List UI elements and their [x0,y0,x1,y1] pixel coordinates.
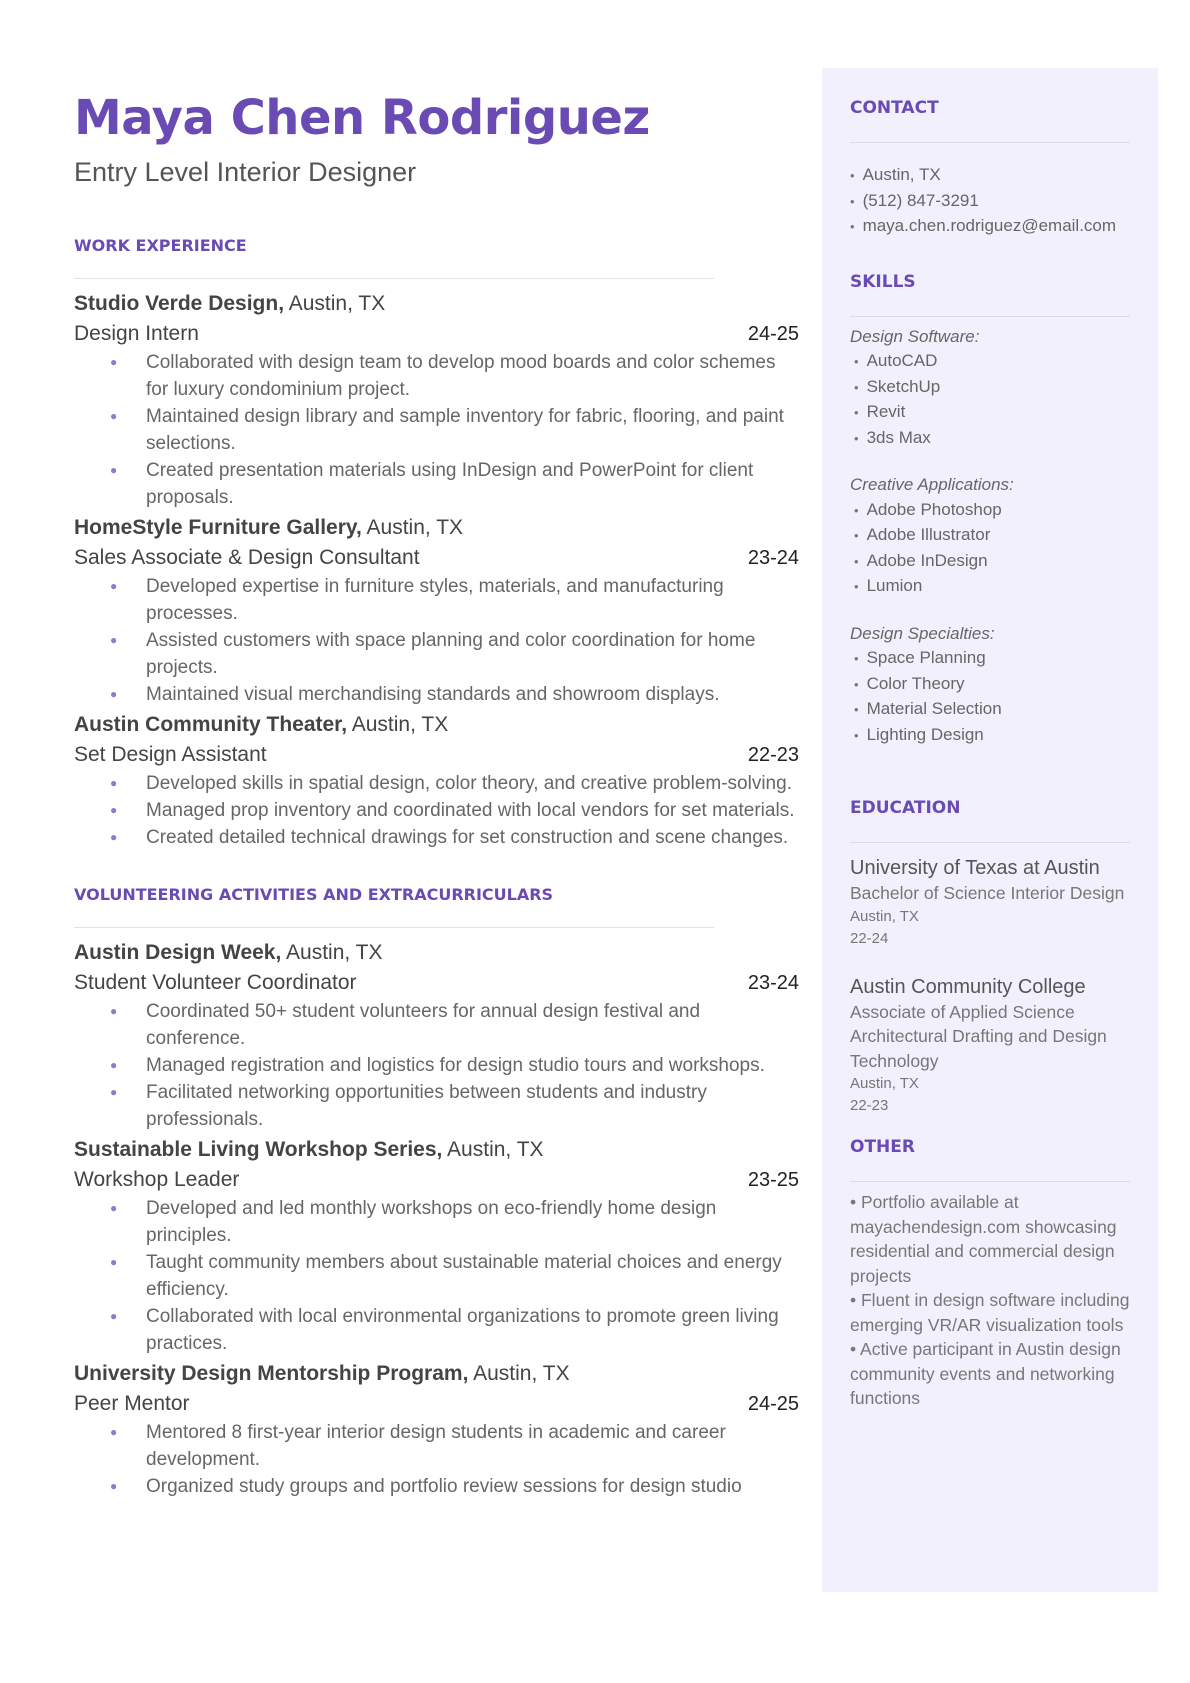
skill-name: Material Selection [866,699,1002,718]
responsibility-list [74,349,799,511]
school-name: University of Texas at Austin [850,857,1100,879]
bullet-dot: • [854,430,859,446]
organization-location: Austin, TX [442,1137,544,1161]
contact-item [850,189,1130,215]
responsibility-list [74,573,799,708]
bullet-dot: • [854,727,859,743]
sidebar-divider [850,1181,1130,1182]
organization-name: Studio Verde Design, [74,291,285,315]
skill-name: SketchUp [866,376,941,396]
skill-item [850,723,1130,749]
organization-location: Austin, TX [347,712,449,736]
bullet-dot: • [854,354,859,369]
job-title: Entry Level Interior Designer [74,156,417,187]
skills-heading: SKILLS [850,271,916,292]
entry-role-line [74,543,799,573]
bullet-dot: • [854,528,859,543]
entry-role-line [74,1389,799,1419]
responsibility-item: ● Mentored 8 first-year interior design students in academic and career development. [146,1419,799,1473]
other-item: • Fluent in design software including emerging VR/AR visualization tools [850,1290,1130,1335]
contact-value: Austin, TX [862,165,941,184]
responsibility-item: ● Collaborated with design team to develop mood boards and color schemes for luxury condominium project. [146,349,799,403]
organization-name: University Design Mentorship Program, [74,1361,469,1385]
experience-entry [74,710,799,851]
responsibility-item: ● Facilitated networking opportunities between students and industry professionals. [146,1079,799,1133]
responsibility-item: ● Created presentation materials using InDesign and PowerPoint for client proposals. [146,457,799,511]
education-heading: EDUCATION [850,798,961,818]
role-dates: 22-23 [747,743,799,766]
skill-item [850,498,1130,524]
section-divider [74,927,714,928]
role-dates: 23-24 [747,971,799,994]
entry-role-line [74,740,799,770]
responsibility-item: ● Developed and led monthly workshops on eco-friendly home design principles. [146,1195,799,1249]
entry-organization [74,938,799,968]
education-item [850,974,1130,1118]
organization-location: Austin, TX [361,515,464,539]
volunteer-entries [74,938,799,1500]
role-title: Peer Mentor [74,1391,190,1415]
bullet-dot: • [854,379,859,395]
sidebar-divider [850,842,1130,843]
skill-item [850,646,1130,672]
responsibility-item: ● Developed skills in spatial design, color theory, and creative problem-solving. [146,770,799,797]
responsibility-item: ● Managed registration and logistics for design studio tours and workshops. [146,1052,799,1079]
skill-group [850,473,1130,600]
bullet-dot: • [854,702,859,717]
skill-name: Lumion [866,576,923,595]
role-dates: 24-25 [747,1392,799,1415]
skill-list [850,646,1130,748]
skill-item [850,549,1130,575]
responsibility-item: ● Assisted customers with space planning and color coordination for home projects. [146,627,799,681]
skill-group [850,622,1130,749]
sidebar [822,68,1158,1592]
experience-entry [74,289,799,511]
entry-organization [74,710,799,740]
education-dates: 22-23 [850,1097,889,1114]
education-location: Austin, TX [850,1075,919,1092]
skill-name: Color Theory [866,673,965,693]
volunteering-heading: VOLUNTEERING ACTIVITIES AND EXTRACURRICULARS [74,884,554,904]
role-title: Workshop Leader [74,1167,240,1191]
skill-name: Space Planning [866,648,986,667]
section-divider [74,278,714,279]
candidate-name: Maya Chen Rodriguez [74,90,650,146]
sidebar-divider [850,142,1130,143]
contact-heading: CONTACT [850,98,939,118]
other-item: • Portfolio available at mayachendesign.com showcasing residential and commercial design projects [850,1192,1117,1286]
responsibility-list [74,1419,799,1500]
responsibility-item: ● Managed prop inventory and coordinated with local vendors for set materials. [146,797,799,824]
skill-category: Design Specialties: [850,623,995,643]
responsibility-item: ● Maintained visual merchandising standards and showroom displays. [146,681,799,708]
skill-item [850,400,1130,426]
sidebar-divider [850,316,1130,317]
work-experience-heading: WORK EXPERIENCE [74,235,247,255]
skill-item [850,523,1130,549]
organization-location: Austin, TX [281,940,383,964]
organization-location: Austin, TX [284,291,386,315]
skill-item [850,697,1130,723]
bullet-dot: • [854,405,859,420]
work-entries [74,289,799,851]
skill-name: Adobe Photoshop [866,499,1002,519]
experience-entry [74,513,799,708]
role-title: Set Design Assistant [74,742,267,766]
skill-name: Lighting Design [866,724,984,744]
bullet-dot: • [850,193,855,209]
responsibility-item: ● Organized study groups and portfolio review sessions for design studio [146,1473,799,1500]
skill-name: 3ds Max [866,427,931,447]
bullet-dot: • [854,579,859,594]
responsibility-item: ● Coordinated 50+ student volunteers for annual design festival and conference. [146,998,799,1052]
skill-list [850,498,1130,600]
entry-organization [74,513,799,543]
other-heading: OTHER [850,1137,915,1157]
organization-location: Austin, TX [468,1361,570,1385]
skill-list [850,349,1130,451]
contact-item [850,214,1130,240]
education-list [850,855,1130,1117]
responsibility-item: ● Collaborated with local environmental organizations to promote green living practices. [146,1303,799,1357]
skill-group [850,325,1130,452]
skill-name: Adobe InDesign [866,550,988,570]
skill-item [850,574,1130,600]
role-dates: 24-25 [747,322,799,345]
main-column [74,92,799,1502]
other-item: • Active participant in Austin design community events and networking functions [850,1339,1121,1408]
contact-list [850,163,1130,240]
entry-organization [74,1359,799,1389]
degree: Bachelor of Science Interior Design [850,883,1125,903]
bullet-dot: • [854,651,859,666]
education-item [850,855,1130,950]
skill-item [850,349,1130,375]
role-dates: 23-24 [747,546,799,569]
skill-item [850,426,1130,452]
experience-entry [74,1135,799,1357]
bullet-dot: • [850,168,855,183]
degree: Associate of Applied Science Architectural Drafting and Design Technology [850,1001,1107,1071]
responsibility-item: ● Maintained design library and sample inventory for fabric, flooring, and paint selections. [146,403,799,457]
role-title: Sales Associate & Design Consultant [74,545,420,569]
skill-name: AutoCAD [866,351,938,370]
role-dates: 23-25 [747,1168,799,1191]
responsibility-list [74,1195,799,1357]
skill-name: Adobe Illustrator [866,525,991,544]
skill-name: Revit [866,402,906,421]
education-location: Austin, TX [850,907,919,925]
responsibility-list [74,998,799,1133]
school-name: Austin Community College [850,975,1086,998]
responsibility-list [74,770,799,851]
skill-item [850,672,1130,698]
experience-entry [74,938,799,1133]
bullet-dot: • [854,553,859,569]
responsibility-item: ● Created detailed technical drawings for set construction and scene changes. [146,824,799,851]
entry-organization [74,1135,799,1165]
bullet-dot: • [854,676,859,692]
contact-value: maya.chen.rodriguez@email.com [862,216,1117,235]
responsibility-item: ● Taught community members about sustainable material choices and energy efficiency. [146,1249,799,1303]
contact-value: (512) 847-3291 [862,190,979,210]
bullet-dot: • [854,502,859,518]
entry-organization [74,289,799,319]
skills-groups [850,325,1130,749]
skill-category: Design Software: [850,326,980,346]
responsibility-item: ● Developed expertise in furniture styles, materials, and manufacturing processes. [146,573,799,627]
entry-role-line [74,1165,799,1195]
entry-role-line [74,319,799,349]
role-title: Design Intern [74,321,199,345]
skill-item [850,375,1130,401]
organization-name: HomeStyle Furniture Gallery, [74,515,362,539]
contact-item [850,163,1130,189]
role-title: Student Volunteer Coordinator [74,970,357,994]
bullet-dot: • [850,219,855,234]
entry-role-line [74,968,799,998]
other-list [850,1190,1130,1411]
experience-entry [74,1359,799,1500]
organization-name: Austin Community Theater, [74,712,348,736]
education-dates: 22-24 [850,929,889,947]
organization-name: Sustainable Living Workshop Series, [74,1137,443,1161]
organization-name: Austin Design Week, [74,940,282,964]
skill-category: Creative Applications: [850,475,1014,494]
